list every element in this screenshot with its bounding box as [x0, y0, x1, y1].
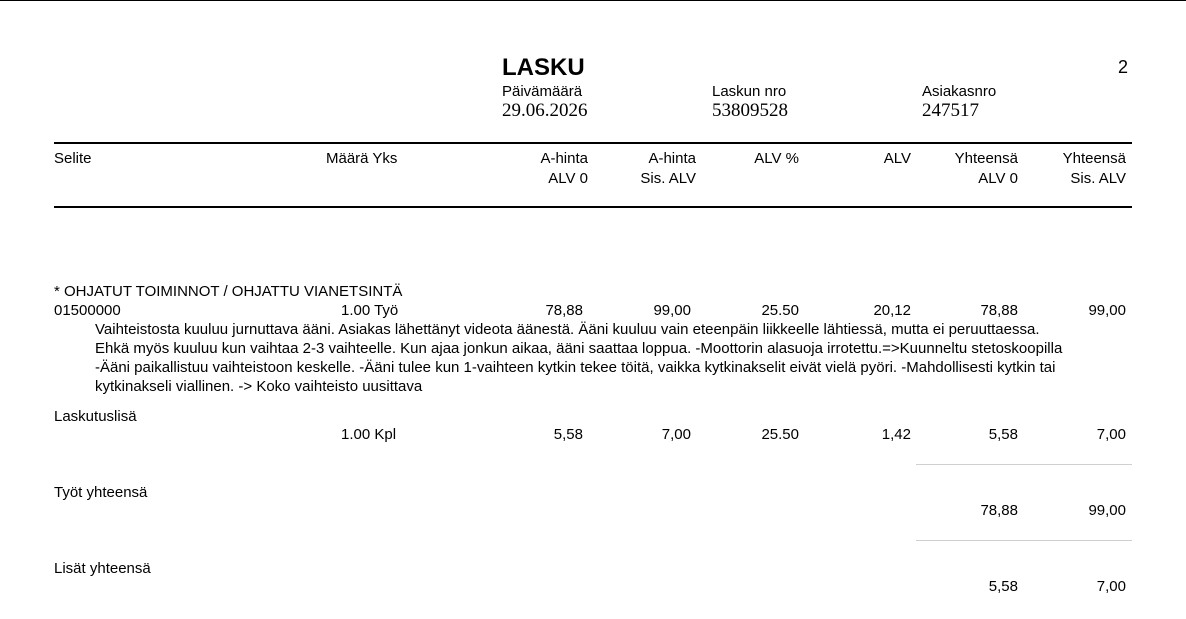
item-description: [95, 320, 1135, 396]
item-code: 01500000: [54, 302, 121, 319]
item-vat: 20,12: [873, 302, 911, 319]
section-title: * OHJATUT TOIMINNOT / OHJATTU VIANETSINTÄ: [54, 283, 403, 300]
item-description-line: Ehkä myös kuuluu kun vaihtaa 2-3 vaihteelle. Kun ajaa jonkun aikaa, ääni saattaa loppua. -Moottorin alasuoja irrotettu.=>Kuunneltu stetoskoopilla: [95, 340, 1063, 357]
col-total-excl-header-line2: ALV 0: [978, 170, 1018, 187]
subtotal-total-incl: 7,00: [1096, 578, 1126, 595]
col-vat-pct-header: ALV %: [754, 150, 799, 167]
top-border-line: [0, 0, 1186, 1]
col-unit-price-incl-header-line1: A-hinta: [648, 150, 696, 167]
col-total-excl-header-line1: Yhteensä: [954, 150, 1018, 167]
item-vat: 1,42: [881, 426, 911, 443]
subtotal-label: Lisät yhteensä: [54, 560, 151, 577]
invoice-number-label: Laskun nro: [712, 83, 787, 100]
item-qty-unit: 1.00 Työ: [341, 302, 399, 319]
invoice-number-value: 53809528: [712, 100, 788, 121]
subtotal-total-excl: 78,88: [980, 502, 1018, 519]
item-description-line: kytkinakseli viallinen. -> Koko vaihteisto uusittava: [95, 378, 423, 395]
subtotal-divider: [916, 464, 1132, 465]
item-name: Laskutuslisä: [54, 408, 137, 425]
date-label: Päivämäärä: [502, 83, 583, 100]
col-qty-unit-header: Määrä Yks: [326, 150, 398, 167]
item-total-incl: 7,00: [1096, 426, 1126, 443]
subtotal-divider: [916, 540, 1132, 541]
date-value: 29.06.2026: [502, 100, 588, 121]
item-description-line: Vaihteistosta kuuluu jurnuttava ääni. Asiakas lähettänyt videota äänestä. Ääni kuuluu vain eteenpäin liikkeelle lähtiessä, mutta ei peruuttaessa.: [95, 321, 1040, 338]
col-description-header: Selite: [54, 150, 92, 167]
page-number: 2: [1118, 57, 1129, 77]
invoice-title: LASKU: [502, 54, 585, 81]
item-unit-price-incl: 7,00: [661, 426, 691, 443]
header-divider-top: [54, 142, 1132, 144]
item-vat-pct: 25.50: [761, 426, 799, 443]
item-total-incl: 99,00: [1088, 302, 1126, 319]
subtotal-total-incl: 99,00: [1088, 502, 1126, 519]
subtotal-total-excl: 5,58: [988, 578, 1018, 595]
item-vat-pct: 25.50: [761, 302, 799, 319]
item-unit-price-incl: 99,00: [653, 302, 691, 319]
col-vat-header: ALV: [883, 150, 911, 167]
col-unit-price-excl-header-line2: ALV 0: [548, 170, 588, 187]
col-unit-price-incl-header-line2: Sis. ALV: [640, 170, 696, 187]
header-divider-bottom: [54, 206, 1132, 208]
item-description-line: -Ääni paikallistuu vaihteistoon keskelle. -Ääni tulee kun 1-vaihteen kytkin tekee töitä, vaikka kytkinakselit eivät vielä pyöri. -Mahdollisesti kytkin tai: [95, 359, 1056, 376]
col-total-incl-header-line1: Yhteensä: [1062, 150, 1126, 167]
customer-number-value: 247517: [922, 100, 979, 121]
item-total-excl: 5,58: [988, 426, 1018, 443]
item-unit-price-excl: 78,88: [545, 302, 583, 319]
item-qty-unit: 1.00 Kpl: [341, 426, 397, 443]
col-total-incl-header-line2: Sis. ALV: [1070, 170, 1126, 187]
customer-number-label: Asiakasnro: [922, 83, 997, 100]
col-unit-price-excl-header-line1: A-hinta: [540, 150, 588, 167]
item-total-excl: 78,88: [980, 302, 1018, 319]
subtotal-label: Työt yhteensä: [54, 484, 148, 501]
item-unit-price-excl: 5,58: [553, 426, 583, 443]
